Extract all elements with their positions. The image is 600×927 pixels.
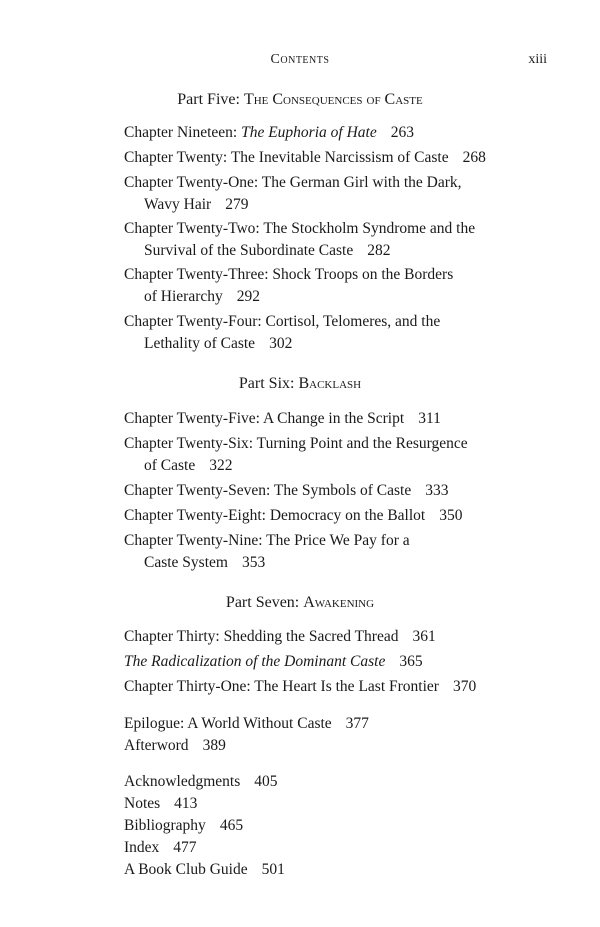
- part-seven-heading: [0, 594, 600, 612]
- part-heading-title: The Consequences of Caste: [243, 91, 423, 108]
- toc-entry: [124, 218, 554, 262]
- entry-page: 311: [418, 410, 441, 427]
- entry-title-cont: of Hierarchy: [144, 288, 223, 305]
- entry-page: 302: [269, 335, 293, 352]
- entry-title: Chapter Twenty-Seven: The Symbols of Caste: [124, 482, 412, 499]
- entry-title: Chapter Thirty: Shedding the Sacred Thread: [124, 628, 399, 645]
- toc-entry: [124, 264, 554, 308]
- entry-title: Notes: [124, 795, 161, 812]
- entry-title: Chapter Twenty-Nine: The Price We Pay for a: [124, 532, 410, 549]
- entry-title: Epilogue: A World Without Caste: [124, 715, 332, 732]
- toc-entry: [124, 311, 554, 355]
- entry-page: 282: [367, 242, 391, 259]
- toc-entry: [124, 837, 554, 859]
- entry-page: 389: [202, 737, 226, 754]
- toc-entry: [124, 626, 554, 648]
- entry-page: 501: [261, 861, 285, 878]
- entry-title-cont: Wavy Hair: [144, 196, 212, 213]
- entry-page: 279: [225, 196, 249, 213]
- part-six-heading: [0, 375, 600, 393]
- toc-entry: [124, 505, 554, 527]
- entry-page: 365: [399, 653, 423, 670]
- entry-title: Chapter Twenty: The Inevitable Narcissism of Caste: [124, 149, 449, 166]
- toc-entry: [124, 530, 554, 574]
- part-heading-title: Awakening: [303, 594, 375, 611]
- part-heading-prefix: Part Seven:: [225, 594, 304, 611]
- entry-title: A Book Club Guide: [124, 861, 248, 878]
- entry-title-cont: Lethality of Caste: [144, 335, 256, 352]
- entry-title: Chapter Twenty-One: The German Girl with the Dark,: [124, 174, 462, 191]
- entry-title: The Euphoria of Hate: [241, 124, 377, 141]
- toc-entry: [124, 122, 554, 144]
- part-five-heading: [0, 91, 600, 109]
- entry-page: 413: [174, 795, 198, 812]
- entry-title: Chapter Thirty-One: The Heart Is the Last Frontier: [124, 678, 439, 695]
- entry-page: 322: [209, 457, 233, 474]
- entry-page: 361: [412, 628, 436, 645]
- entry-label: Chapter Nineteen:: [124, 124, 242, 141]
- entry-page: 405: [254, 773, 278, 790]
- toc-entry: [124, 859, 554, 881]
- toc-entry: [124, 793, 554, 815]
- toc-entry: [124, 735, 554, 757]
- entry-title: Acknowledgments: [124, 773, 241, 790]
- toc-entry: [124, 713, 554, 735]
- entry-page: 377: [345, 715, 369, 732]
- entry-title-cont: Caste System: [144, 554, 228, 571]
- toc-entry: [124, 147, 554, 169]
- entry-page: 263: [390, 124, 414, 141]
- entry-title: Bibliography: [124, 817, 206, 834]
- entry-title: Chapter Twenty-Three: Shock Troops on the Borders: [124, 266, 454, 283]
- part-heading-prefix: Part Five:: [177, 91, 244, 108]
- page-number: xiii: [528, 52, 547, 67]
- entry-title: Chapter Twenty-Two: The Stockholm Syndrome and the: [124, 220, 476, 237]
- entry-page: 292: [236, 288, 260, 305]
- part-heading-title: Backlash: [298, 375, 362, 392]
- entry-page: 465: [219, 817, 244, 834]
- entry-page: 268: [462, 149, 486, 166]
- entry-title: Chapter Twenty-Eight: Democracy on the Ballot: [124, 507, 426, 524]
- part-heading-prefix: Part Six:: [238, 375, 299, 392]
- entry-page: 353: [241, 554, 266, 571]
- running-head: Contents: [270, 52, 330, 67]
- entry-title: Afterword: [124, 737, 189, 754]
- toc-entry: [124, 651, 554, 673]
- toc-entry: [124, 408, 554, 430]
- toc-entry: [124, 480, 554, 502]
- entry-title: Index: [124, 839, 160, 856]
- toc-entry: [124, 815, 554, 837]
- toc-entry: [124, 676, 554, 698]
- toc-entry: [124, 433, 554, 477]
- entry-page: 333: [425, 482, 449, 499]
- entry-title: Chapter Twenty-Five: A Change in the Script: [124, 410, 405, 427]
- toc-entry: [124, 172, 554, 216]
- entry-title-cont: Survival of the Subordinate Caste: [144, 242, 354, 259]
- entry-page: 350: [439, 507, 463, 524]
- entry-title-cont: of Caste: [144, 457, 196, 474]
- entry-page: 370: [452, 678, 477, 695]
- entry-title: The Radicalization of the Dominant Caste: [124, 653, 386, 670]
- entry-title: Chapter Twenty-Four: Cortisol, Telomeres, and the: [124, 313, 441, 330]
- entry-title: Chapter Twenty-Six: Turning Point and the Resurgence: [124, 435, 468, 452]
- toc-entry: [124, 771, 554, 793]
- entry-page: 477: [173, 839, 197, 856]
